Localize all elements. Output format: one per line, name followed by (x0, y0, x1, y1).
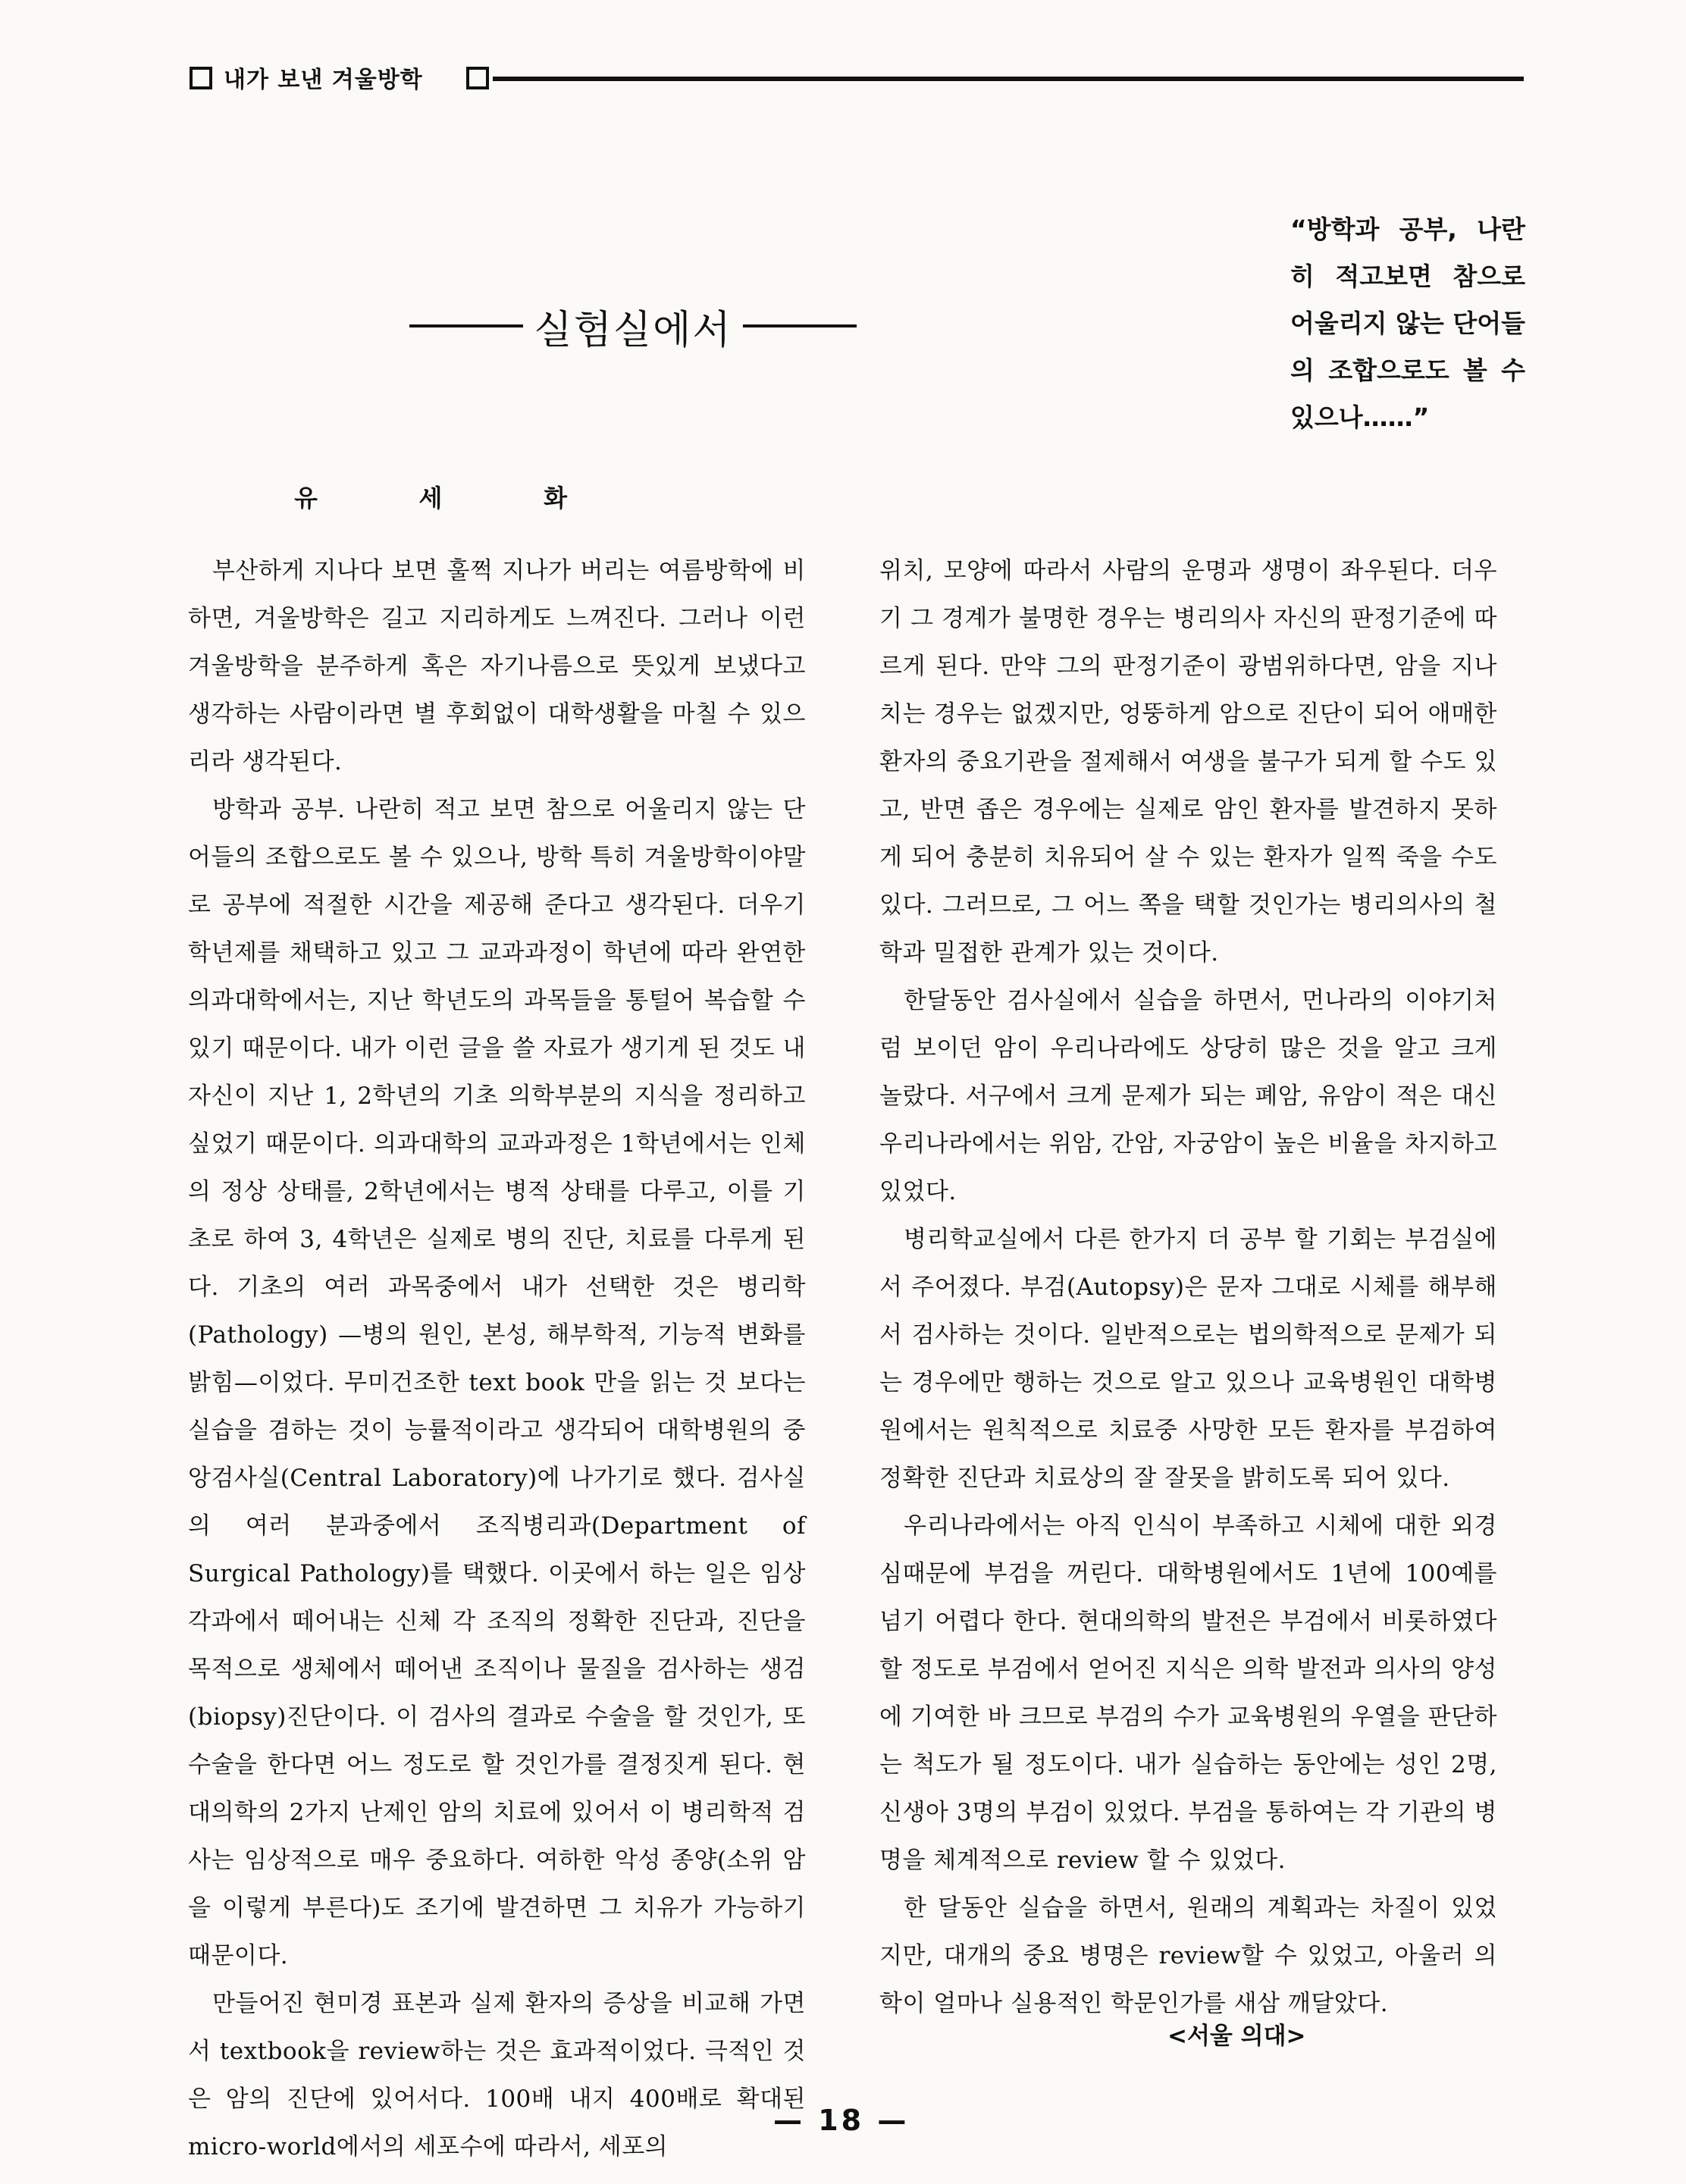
section-header (182, 59, 1524, 97)
page-number: — 18 — (773, 2104, 910, 2137)
author-name (294, 479, 567, 514)
title-dash-right (743, 324, 857, 327)
paragraph: 위치, 모양에 따라서 사람의 운명과 생명이 좌우된다. 더우기 그 경계가 불명한 경우는 병리의사 자신의 판정기준에 따르게 된다. 만약 그의 판정기준이 광범위하다면, 암을 지나치는 경우는 없겠지만, 엉뚱하게 암으로 진단이 되어 애매한 환자의 중요기관을 절제해서 여생을 불구가 되게 할 수도 있고, 반면 좁은 경우에는 실제로 암인 환자를 발견하지 못하게 되어 충분히 치유되어 살 수 있는 환자가 일찍 죽을 수도 있다. 그러므로, 그 어느 쪽을 택할 것인가는 병리의사의 철학과 밀접한 관계가 있는 것이다. (879, 557, 1497, 967)
paragraph: 방학과 공부. 나란히 적고 보면 참으로 어울리지 않는 단어들의 조합으로도 볼 수 있으나, 방학 특히 겨울방학이야말로 공부에 적절한 시간을 제공해 준다고 생각된다. 더우기 학년제를 채택하고 있고 그 교과과정이 학년에 따라 완연한 의과대학에서는, 지난 학년도의 과목들을 통털어 복습할 수 있기 때문이다. 내가 이런 글을 쓸 자료가 생기게 된 것도 내 자신이 지난 1, 2학년의 기초 의학부분의 지식을 정리하고 싶었기 때문이다. 의과대학의 교과과정은 1학년에서는 인체의 정상 상태를, 2학년에서는 병적 상태를 다루고, 이를 기초로 하여 3, 4학년은 실제로 병의 진단, 치료를 다루게 된다. 기초의 여러 과목중에서 내가 선택한 것은 병리학(Pathology) —병의 원인, 본성, 해부학적, 기능적 변화를 밝힘—이었다. 무미건조한 text book 만을 읽는 것 보다는 실습을 겸하는 것이 능률적이라고 생각되어 대학병원의 중앙검사실(Central Laboratory)에 나가기로 했다. 검사실의 여러 분과중에서 조직병리과(Department of Surgical Pathology)를 택했다. 이곳에서 하는 일은 임상 각과에서 떼어내는 신체 각 조직의 정확한 진단과, 진단을 목적으로 생체에서 떼어낸 조직이나 물질을 검사하는 생검(biopsy)진단이다. 이 검사의 결과로 수술을 할 것인가, 또 수술을 한다면 어느 정도로 할 것인가를 결정짓게 된다. 현대의학의 2가지 난제인 암의 치료에 있어서 이 병리학적 검사는 임상적으로 매우 중요하다. 여하한 악성 종양(소위 암을 이렇게 부른다)도 조기에 발견하면 그 치유가 가능하기 때문이다. (188, 796, 806, 1969)
article-title-text: 실험실에서 (534, 307, 732, 353)
right-column (879, 547, 1497, 2028)
section-title: 내가 보낸 겨울방학 (224, 67, 423, 93)
paragraph: 병리학교실에서 다른 한가지 더 공부 할 기회는 부검실에서 주어졌다. 부검(Autopsy)은 문자 그대로 시체를 해부해서 검사하는 것이다. 일반적으로는 법의학적으로 문제가 되는 경우에만 행하는 것으로 알고 있으나 교육병원인 대학병원에서는 원칙적으로 치료중 사망한 모든 환자를 부검하여 정확한 진단과 치료상의 잘 잘못을 밝히도록 되어 있다. (879, 1226, 1497, 1492)
author-char: 세 (418, 484, 443, 512)
left-column (188, 547, 806, 2171)
pull-quote: “방학과 공부, 나란히 적고보면 참으로 어울리지 않는 단어들의 조합으로도 볼 수 있으나……” (1290, 215, 1525, 432)
author-char: 화 (544, 484, 567, 512)
paragraph: 한 달동안 실습을 하면서, 원래의 계획과는 차질이 있었지만, 대개의 중요 병명은 review할 수 있었고, 아울러 의학이 얼마나 실용적인 학문인가를 새삼 깨달았다. (879, 1894, 1497, 2017)
checkbox-square-icon (466, 67, 489, 89)
author-affiliation: <서울 의대> (1167, 2023, 1306, 2050)
checkbox-square-icon (190, 67, 212, 89)
paragraph: 만들어진 현미경 표본과 실제 환자의 증상을 비교해 가면서 textbook을 review하는 것은 효과적이었다. 극적인 것은 암의 진단에 있어서다. 100배 내지 400배로 확대된 micro-world에서의 세포수에 따라서, 세포의 (188, 1990, 806, 2160)
title-dash-left (409, 324, 523, 327)
paragraph: 한달동안 검사실에서 실습을 하면서, 먼나라의 이야기처럼 보이던 암이 우리나라에도 상당히 많은 것을 알고 크게 놀랐다. 서구에서 크게 문제가 되는 폐암, 유암이 적은 대신 우리나라에서는 위암, 간암, 자궁암이 높은 비율을 차지하고 있었다. (879, 987, 1497, 1205)
author-char: 유 (294, 484, 318, 512)
header-rule (493, 77, 1524, 81)
paragraph: 우리나라에서는 아직 인식이 부족하고 시체에 대한 외경심때문에 부검을 꺼린다. 대학병원에서도 1년에 100예를 넘기 어렵다 한다. 현대의학의 발전은 부검에서 비롯하였다 할 정도로 부검에서 얻어진 지식은 의학 발전과 의사의 양성에 기여한 바 크므로 부검의 수가 교육병원의 우열을 판단하는 척도가 될 정도이다. 내가 실습하는 동안에는 성인 2명, 신생아 3명의 부검이 있었다. 부검을 통하여는 각 기관의 병명을 체계적으로 review 할 수 있었다. (879, 1512, 1497, 1874)
article-title (421, 296, 845, 356)
paragraph: 부산하게 지나다 보면 훌쩍 지나가 버리는 여름방학에 비하면, 겨울방학은 길고 지리하게도 느껴진다. 그러나 이런 겨울방학을 분주하게 혹은 자기나름으로 뜻있게 보냈다고 생각하는 사람이라면 별 후회없이 대학생활을 마칠 수 있으리라 생각된다. (188, 557, 806, 776)
